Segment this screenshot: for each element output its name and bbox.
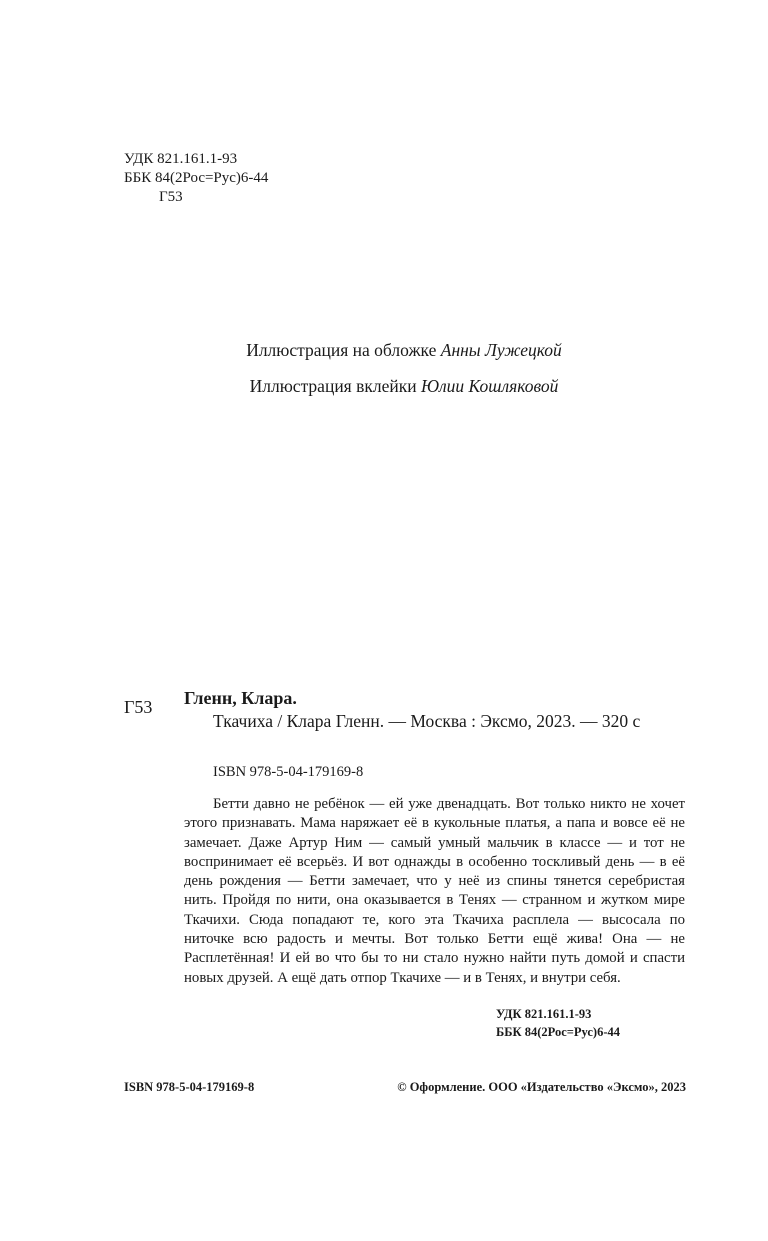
insert-artist: Юлии Кошляковой xyxy=(420,376,559,396)
udk-code: УДК 821.161.1-93 xyxy=(124,151,238,167)
classification-block-top xyxy=(124,150,268,207)
bbk-code: ББК 84(2Рос=Рус)6-44 xyxy=(124,170,269,186)
catalog-isbn: ISBN 978-5-04-179169-8 xyxy=(213,764,364,780)
cover-illustration-credit xyxy=(0,340,768,361)
bibliographic-entry: Ткачиха / Клара Гленн. — Москва : Эксмо, 2023. — 320 с xyxy=(213,711,641,731)
catalog-author: Гленн, Клара. xyxy=(184,688,297,708)
footer-copyright: © Оформление. ООО «Издательство «Эксмо», 2023 xyxy=(397,1080,686,1094)
cover-artist: Анны Лужецкой xyxy=(440,340,562,360)
cover-credit-label: Иллюстрация на обложке xyxy=(246,340,437,360)
annotation: Бетти давно не ребёнок — ей уже двенадцать. Вот только никто не хочет этого признавать. Мама наряжает её в кукольные платья, а папа и вовсе её не замечает. Даже Артур Ним — самый умный мальчик в классе — и тот не воспринимает её всерьёз. И вот однажды в особенно тоскливый день — в её день рождения — Бетти замечает, что у неё из спины тянется серебристая нить. Пройдя по нити, она оказывается в Тенях — странном и жутком мире Ткачихи. Сюда попадают те, кого эта Ткачиха расплела — высосала по ниточке всю радость и мечты. Вот только Бетти ещё жива! Она — не Расплетённая! И ей во что бы то ни стало нужно найти путь домой и спасти новых друзей. А ещё дать отпор Ткачихе — и в Тенях, и внутри себя. xyxy=(184,796,685,986)
author-mark: Г53 xyxy=(159,189,183,205)
insert-illustration-credit xyxy=(0,376,768,397)
bbk-code-bottom: ББК 84(2Рос=Рус)6-44 xyxy=(496,1025,620,1039)
insert-credit-label: Иллюстрация вклейки xyxy=(249,376,417,396)
classification-block-bottom xyxy=(496,1005,620,1041)
footer-isbn: ISBN 978-5-04-179169-8 xyxy=(124,1080,255,1094)
catalog-author-mark: Г53 xyxy=(124,697,153,717)
udk-code-bottom: УДК 821.161.1-93 xyxy=(496,1007,592,1021)
